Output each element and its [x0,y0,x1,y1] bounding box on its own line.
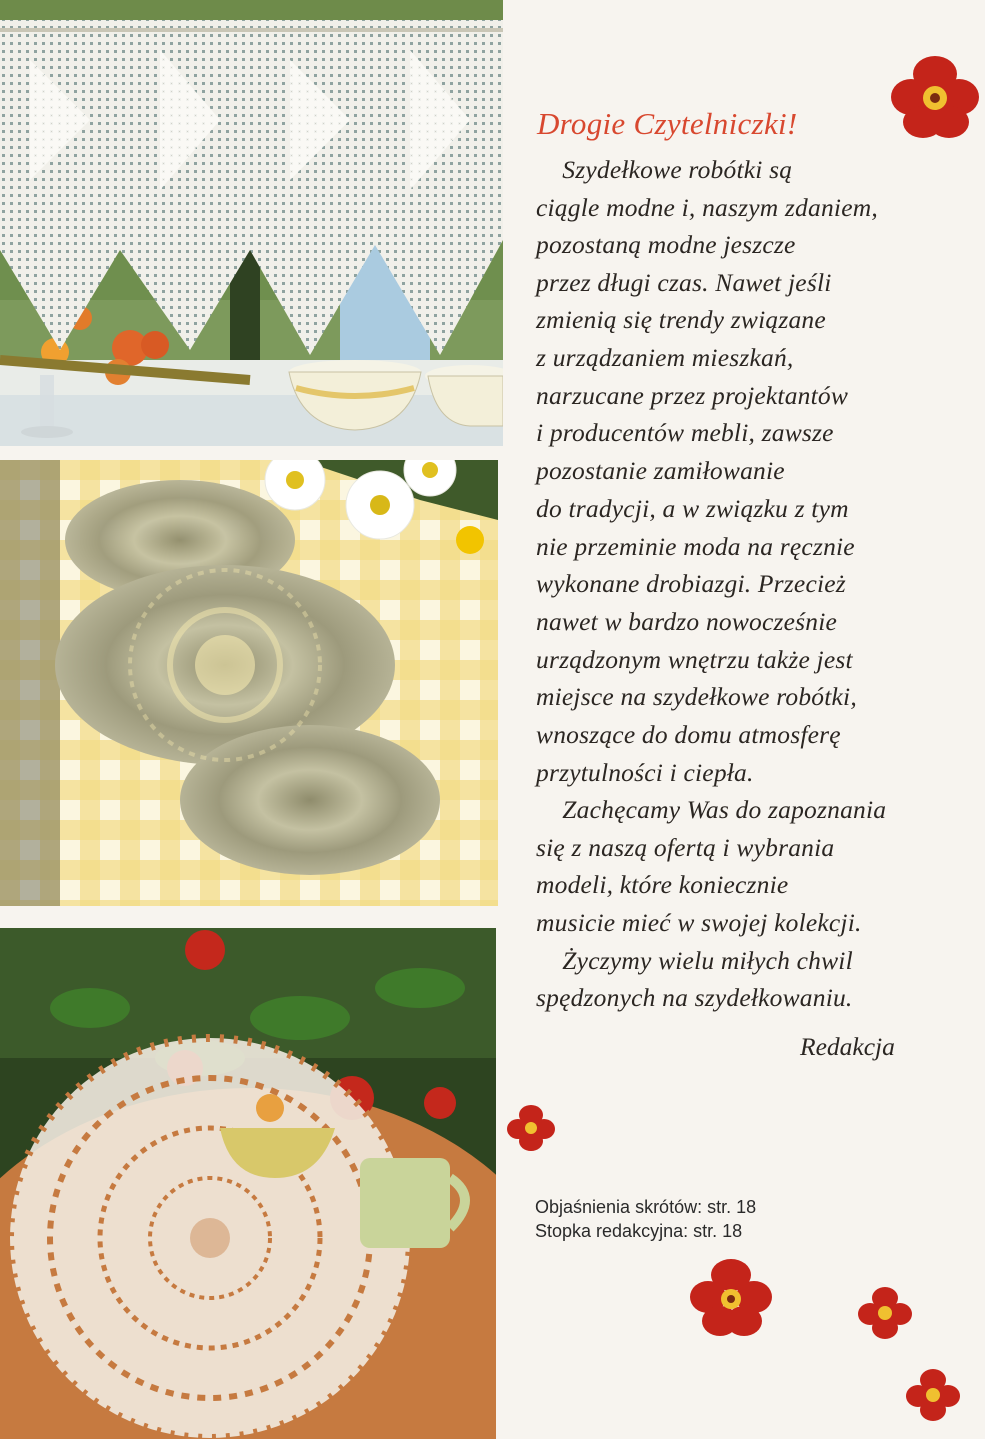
letter-signature: Redakcja [800,1032,895,1061]
letter-line: z urządzaniem mieszkań, [536,343,794,372]
letter-line: Szydełkowe robótki są [536,155,793,184]
letter-line: nie przeminie moda na ręcznie [536,532,855,561]
red-flower-small-icon [857,1285,913,1341]
letter-line: pozostaną modne jeszcze [536,230,796,259]
letter-line: Życzymy wielu miłych chwil [536,946,853,975]
photo-curtain [0,0,503,446]
letter-line: urządzonym wnętrzu także jest [536,645,853,674]
letter-line: pozostanie zamiłowanie [536,456,785,485]
letter-line: przytulności i ciepła. [536,758,754,787]
photo-round-doily [0,928,496,1439]
letter-line: nawet w bardzo nowocześnie [536,607,838,636]
note-abbreviations: Objaśnienia skrótów: str. 18 [535,1197,757,1217]
letter-line: modeli, które koniecznie [536,870,789,899]
red-flower-icon [688,1257,774,1339]
note-masthead: Stopka redakcyjna: str. 18 [535,1221,743,1241]
letter-line: przez długi czas. Nawet jeśli [536,268,832,297]
letter-line: do tradycji, a w związku z tym [536,494,849,523]
letter-line: miejsce na szydełkowe robótki, [536,682,857,711]
letter-line: i producentów mebli, zawsze [536,418,834,447]
red-flower-icon [887,52,982,142]
letter-line: narzucane przez projektantów [536,381,849,410]
letter-line: zmienią się trendy związane [536,305,826,334]
letter-line: ciągle modne i, naszym zdaniem, [536,193,878,222]
letter-line: wykonane drobiazgi. Przecież [536,569,846,598]
letter-line: musicie mieć w swojej kolekcji. [536,908,862,937]
letter-line: wnoszące do domu atmosferę [536,720,841,749]
letter-line: spędzonych na szydełkowaniu. [536,983,853,1012]
photo-table-runner [0,460,498,906]
letter-line: się z naszą ofertą i wybrania [536,833,835,862]
letter-heading: Drogie Czytelniczki! [537,106,798,141]
red-flower-small-icon [905,1367,961,1423]
letter-line: Zachęcamy Was do zapoznania [536,795,887,824]
red-flower-small-icon [506,1103,556,1153]
